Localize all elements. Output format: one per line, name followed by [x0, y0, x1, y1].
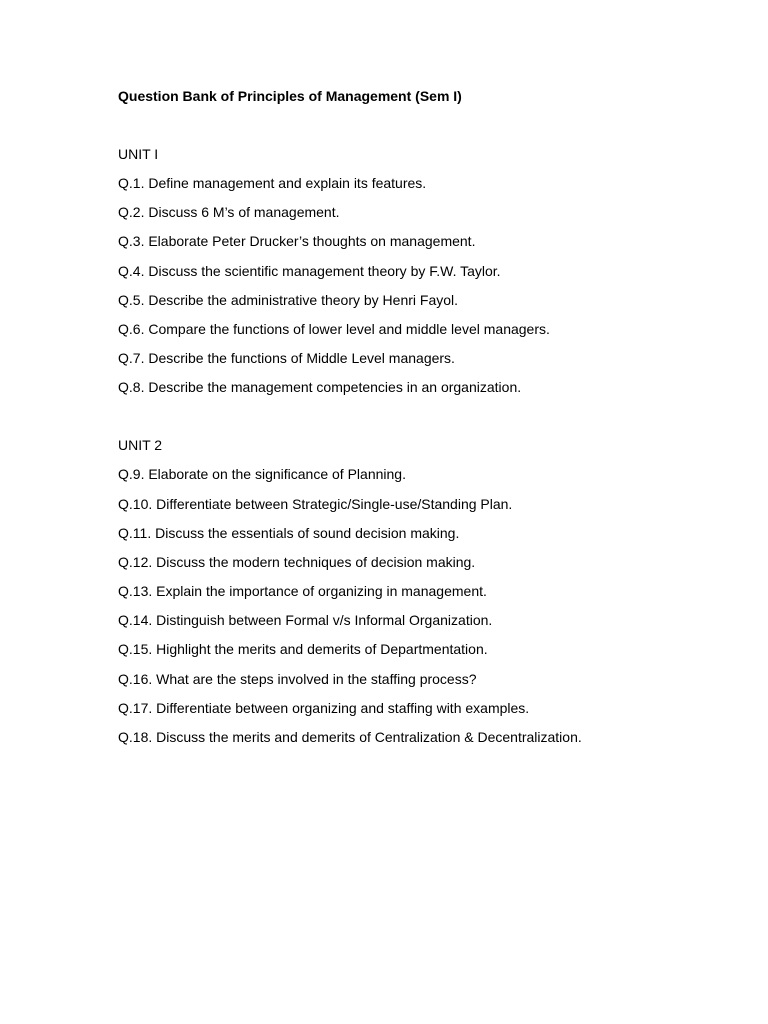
- unit-heading: UNIT 2: [118, 437, 163, 454]
- question-item: Q.3. Elaborate Peter Drucker’s thoughts on management.: [118, 233, 476, 250]
- question-item: Q.8. Describe the management competencies in an organization.: [118, 379, 522, 396]
- question-item: Q.1. Define management and explain its features.: [118, 175, 427, 191]
- question-item: Q.2. Discuss 6 M’s of management.: [118, 204, 340, 221]
- document-title: Question Bank of Principles of Management (Sem I): [118, 88, 462, 104]
- question-item: Q.13. Explain the importance of organizing in management.: [118, 583, 487, 600]
- document-page: [118, 86, 738, 747]
- question-item: Q.16. What are the steps involved in the staffing process?: [118, 670, 477, 687]
- question-item: Q.4. Discuss the scientific management theory by F.W. Taylor.: [118, 262, 501, 279]
- question-item: Q.6. Compare the functions of lower level and middle level managers.: [118, 320, 550, 337]
- question-item: Q.10. Differentiate between Strategic/Single-use/Standing Plan.: [118, 495, 513, 512]
- question-item: Q.18. Discuss the merits and demerits of Centralization & Decentralization.: [118, 729, 582, 745]
- question-item: Q.11. Discuss the essentials of sound decision making.: [118, 524, 460, 541]
- question-item: Q.7. Describe the functions of Middle Level managers.: [118, 350, 455, 367]
- question-list: [118, 464, 738, 747]
- question-list: [118, 173, 738, 397]
- question-item: Q.9. Elaborate on the significance of Planning.: [118, 466, 406, 483]
- unit-heading: UNIT I: [118, 146, 159, 162]
- question-item: Q.17. Differentiate between organizing and staffing with examples.: [118, 699, 530, 716]
- question-item: Q.12. Discuss the modern techniques of decision making.: [118, 553, 476, 570]
- question-item: Q.5. Describe the administrative theory by Henri Fayol.: [118, 291, 459, 308]
- question-item: Q.15. Highlight the merits and demerits of Departmentation.: [118, 641, 488, 658]
- question-item: Q.14. Distinguish between Formal v/s Informal Organization.: [118, 612, 493, 629]
- unit-section-1: [118, 144, 738, 397]
- unit-section-2: [118, 435, 738, 747]
